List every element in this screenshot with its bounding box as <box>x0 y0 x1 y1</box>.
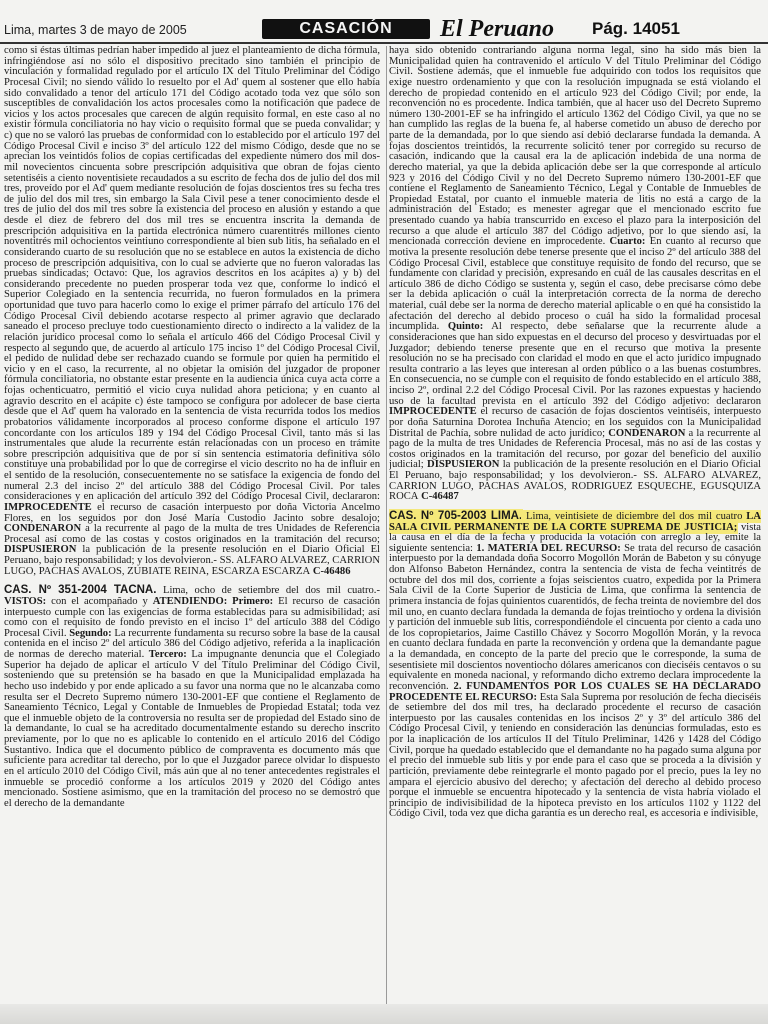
ruling-keyword: Segundo: <box>69 627 112 639</box>
case-code: C-46486 <box>310 565 351 577</box>
ruling-keyword: DISPUSIERON <box>427 459 500 471</box>
ruling-keyword: CONDENARON <box>4 523 82 535</box>
body-text: vista la causa en el día de la fecha y producida la votación con arreglo a ley, emite la siguiente sentencia: <box>389 521 761 554</box>
ruling-keyword: Cuarto: <box>609 236 646 248</box>
left-column <box>4 46 380 1004</box>
body-text: haya sido obtenido contrariando alguna norma legal, sino ha sido más bien la Municipalidad quien ha contravenido el artículo V del Título Preliminar del Código Civil. Sostiene además, que el inmueble fue adquirido con todos los requisitos que exige nuestro ordenamiento y que con la resolución impugnada se está violando el derecho de propiedad contenido en el artículo 923 del Código Civil; por ende, la reconvención no es procedente. Indica también, que al hacer uso del Decreto Supremo número 130-2001-EF se ha infringido el artículo 1362 del Código Civil, ya que no se han cumplido las reglas de la buena fe, al haberse cometido un abuso de derecho por parte de la demandada, por lo que siendo así debió declararse fundada la demanda. A fojas doscientos treintidós, la recurrente solicitó tener por corregido su recurso de casación, indicando que la causal era la de aplicación indebida de una norma de derecho material, ya que la debida aplicación debe ser la que corresponde al artículo 923 y 2016 del Código Civil y no del Decreto Supremo número 130-2001-EF que contiene el Reglamento de Saneamiento Técnico, Legal y Contable de Inmuebles de Propiedad Estatal, por cuanto el inmueble materia de litis no está a cargo de la administración del Estado; es menester agregar que el mencionado escrito fue presentado cuando ya había transcurrido en exceso el plazo para la interposición del recurso a que alude el artículo 387 del Código adjetivo, por lo que siendo así, la mencionada corrección deviene en improcedente. <box>389 46 761 248</box>
body-text: a la recurrente al pago de la multa de tres Unidades de Referencia Procesal así como de las costas y costos originados en la tramitación del recurso; <box>4 523 380 545</box>
body-text: Se trata del recurso de casación interpuesto por la demandada doña Socorro Mogollón Morán de Babeton y su cónyuge don Alfonso Babeton Hernández, contra la sentencia de vista de fecha veintitrés de octubre del dos mil dos, corriente a fojas seiscientos cuatro, expedida por la Primera Sala Civil de la Corte Superior de Justicia de Lima, que confirma la sentencia de primera instancia de fojas quinientos cuarentidós, de fecha treinta de noviembre del dos mil uno, en cuanto declara fundada la demanda de fojas treintiocho y ordena la división y partición del inmueble sub litis, correspondiéndole el cincuenta por ciento a cada uno de los copropietarios, Jaime Castillo Chávez y Socorro Mogollón Morán, y la revoca en cuanto declara fundada en parte la reconvención y ordena que la demandante pague a la demandada, en concepto de la parte del precio que le corresponde, la suma de sesentisiete mil doscientos noventiocho dólares americanos con dieciséis centavos o su equivalente en moneda nacional, y reformando dicho extremo declara improcedente la reconvención. <box>389 542 761 692</box>
ruling-keyword: VISTOS: <box>4 595 47 607</box>
case-continuation-paragraph <box>4 46 380 577</box>
ruling-keyword: 2. FUNDAMENTOS POR LOS CUALES SE HA DECLARADO PROCEDENTE EL RECURSO: <box>389 680 761 703</box>
right-column <box>389 46 761 1004</box>
ruling-keyword: ATENDIENDO: Primero: <box>152 595 274 607</box>
court-name: LA SALA CIVIL PERMANENTE DE LA CORTE SUPREMA DE JUSTICIA; <box>389 510 761 533</box>
ruling-keyword: IMPROCEDENTE <box>389 406 477 418</box>
body-text: la publicación de la presente resolución en el Diario Oficial El Peruano, bajo responsabilidad; y los devolvieron.- SS. ALFARO ALVAREZ, CARRION LUGO, PACHAS AVALOS, ZUBIATE REINA, ESCARZA ESCARZA <box>4 544 380 577</box>
body-text: el recurso de casación de fojas doscientos veintiséis, interpuesto por doña Saturnina Dorotea Inchuña Atencio; en los seguidos con la Municipalidad Distrital de Pachía, sobre nulidad de acto jurídico; <box>389 406 761 439</box>
column-divider <box>386 46 387 1004</box>
header-rule <box>0 42 768 44</box>
page-number: Pág. 14051 <box>592 19 680 38</box>
ruling-keyword: CONDENARON <box>608 427 686 439</box>
ruling-keyword: DISPUSIERON <box>4 544 77 556</box>
ruling-keyword: IMPROCEDENTE <box>4 501 92 513</box>
case-heading: CAS. Nº 705-2003 LIMA. <box>389 509 523 522</box>
body-text: En cuanto al recurso que motiva la presente resolución debe tenerse presente que el inciso 2º del artículo 388 del Código Procesal Civil, establece que constituye requisito de fondo del recurso, que se fundamente con claridad y precisión, expresando en cuál de las causales descritas en el artículo 386 de dicho Código se sustenta y, según el caso, debe precisarse cómo debe ser la debida aplicación o cuál la interpretación correcta de la norma de derecho material, cuál debe ser la norma de derecho material aplicable o en qué ha consistido la afectación del derecho al debido proceso o cuál ha sido la formalidad procesal incumplida. <box>389 236 761 333</box>
newspaper-logo: El Peruano <box>440 16 555 42</box>
case-heading: CAS. Nº 351-2004 TACNA. <box>4 584 157 597</box>
case-351-2004-paragraph <box>4 585 380 809</box>
case-continuation-paragraph <box>389 46 761 503</box>
body-text: Al respecto, debe señalarse que la recurrente alude a consideraciones que han sido expuestas en el decurso del proceso y desvirtuadas por el Juzgador; debiendo tenerse presente que en el recurso que motiva la presente resolución no se ha precisado con claridad el modo en que el acto jurídico impugnado resulta contrario a las leyes que interesan al orden público o a las buenas costumbres. En consecuencia, no se cumple con el requisito de fondo establecido en el artículo 388, inciso 2º, ordinal 2.2 del Código Procesal Civil. Por las razones expuestas y haciendo uso de la facultad prevista en el artículo 392 del Código adjetivo: declararon <box>389 321 761 407</box>
ruling-keyword: Tercero: <box>148 649 187 660</box>
body-text: La impugnante denuncia que el Colegiado Superior ha dejado de aplicar el artículo V del Título Preliminar del Código Civil, sosteniendo que su pretensión se ha basado en que la Municipalidad emplazada ha hecho uso indebido y por ende aplicado a su favor una norma que no le alcanzaba como resulta ser el Decreto Supremo número 130-2001-EF que contiene el Reglamento de Saneamiento Técnico, Legal y Contable de Inmuebles de Propiedad Estatal; toda vez que el inmueble objeto de la controversia no resulta ser de propiedad del Estado sino de la demandante, lo cual se ha acreditado documentalmente estando su derecho inscrito previamente, por lo que no es aplicable lo contenido en el artículo 2016 del Código Sustantivo. Indica que el documento público de compraventa es documento más que suficiente para acreditar tal derecho, por lo que el Juzgador parece olvidar lo dispuesto en el artículo 2010 del Código Civil, más aún que al no tener antecedentes registrales el inmueble se procedió conforme a los artículos 2019 y 2020 del Código antes mencionado. Sostiene asimismo, que en la tramitación del proceso no se demostró que el derecho de la demandante <box>4 649 380 809</box>
case-705-2003-paragraph <box>389 511 761 820</box>
page-header <box>0 18 768 44</box>
scan-edge <box>0 1004 768 1024</box>
body-text: el recurso de casación interpuesto por doña Victoria Ancelmo Flores, en los seguidos por don José María Custodio Jacinto sobre desalojo; <box>4 501 380 524</box>
highlighted-text: Lima, veintisiete de diciembre del dos mil cuatro <box>522 510 747 522</box>
case-code: C-46487 <box>418 491 459 503</box>
body-text: como si éstas últimas pedrían haber impedido al juez el planteamiento de dicha fórmula, infringiéndose así no sólo el dispositivo precitado sino también el principio de vinculación y formalidad regulado por el artículo IX del Título Preliminar del Código Procesal Civil; no siendo válido lo resuelto por el Ad' quem al sostener que ello había sido convalidado a tenor del artículo 171 del Código acotado toda vez que sólo son susceptibles de convalidación los actos procesales como la notificación que padece de vicios y los actos procesales que carecen de algún requisito formal, en este caso al no existir fórmula conciliatoria no hay vicio o requisito formal que se pueda convalidar; y c) que no se valoró las pruebas de conformidad con lo establecido por el artículo 197 del Código Procesal Civil e inciso 3º del artículo 122 del mismo Código, desde que no se aprecian los veintidós folios de copias certificadas del expediente número dos mil dos-mil novecientos cincuenta sobre prescripción adquisitiva que obran de fojas ciento setentiséis a ciento noventisiete recaudados a su escrito de fecha dos de julio del dos mil tres, proveído por el Ad' quem mediante resolución de fojas doscientos tres su fecha tres de julio del dos mil tres, sin embargo la Sala Civil pese a tener conocimiento desde el tres de julio del dos mil tres sobre la existencia del proceso en alusión y estando a que desde el diez de febrero del dos mil tres se encuentra inscrita la demanda de prescripción adquisitiva en la partida electrónica número cuarentitrés millones ciento noventitrés mil ochocientos veintiuno correspondiente al bien sub litis, ha señalado en el considerando cuarto de su resolución que no se establece en autos la existencia de dicho proceso de prescripción adquisitiva, con lo cual se advierte que no fueron valoradas las pruebas sindicadas; Octavo: Que, los agravios descritos en los acápites a) y b) del considerando precedente no pueden prosperar toda vez que, conforme lo indicó el Superior Colegiado en la sentencia recurrida, no fueron formulados en la primera oportunidad que tuvo para hacerlo como lo exige el primer párrafo del artículo 176 del Código Procesal Civil debiendo acotarse respecto al primer agravio que declarado saneado el proceso precluye todo cuestionamiento directo o indirecto a la validez de la relación jurídico procesal como lo señala el artículo 466 del Código Procesal Civil y respecto al segundo que, de acuerdo al artículo 175 inciso 1º del Código Procesal Civil, el pedido de nulidad debe ser rechazado cuando se formule por quien ha permitido el vicio y en el caso, la recurrente, al no objetar la omisión del juzgador de proponer fórmula conciliatoria, no obstante estar presente en la audiencia única cuya acta corre a fojas ochenticuatro, permitió el vicio cuya nulidad ahora peticiona; y en cuanto al agravio descrito en el acápite c) éste tampoco se configura por adolecer de base cierta desde que el Ad' quem ha valorado en la sentencia de vista recurrida todos los medios probatorios válidamente incorporados al proceso conforme dispone el artículo 197 concordante con los artículos 189 y 194 del Código Procesal Civil, tanto más si las instrumentales que alude la recurrente están relacionadas con un proceso en trámite sobre prescripción adquisitiva que de por sí sin sentencia estimatoria definitiva sólo constituye una probabilidad por lo que de corregirse el vicio descrito no ha de influir en el sentido de la resolución, consecuentemente no se satisface la exigencia de fondo del numeral 2.3 del inciso 2º del artículo 388 del Código Procesal Civil. Por tales consideraciones y en aplicación del artículo 392 del Código Procesal Civil, declararon: <box>4 46 380 503</box>
ruling-keyword: 1. MATERIA DEL RECURSO: <box>476 542 621 554</box>
section-banner: CASACIÓN <box>262 19 430 39</box>
issue-date: Lima, martes 3 de mayo de 2005 <box>4 23 187 37</box>
body-text: con el acompañado y <box>46 595 153 607</box>
body-text: La recurrente fundamenta su recurso sobre la base de la causal contenida en el inciso 2º del artículo 386 del Código adjetivo, referida a la inaplicación de normas de derecho material. <box>4 627 380 660</box>
body-text: Esta Sala Suprema por resolución de fecha dieciséis de setiembre del dos mil tres, ha declarado procedente el recurso de casación interpuesto por las causales contenidas en los incisos 2º y 3º del artículo 386 del Código Procesal Civil, y teniendo en consideración las denuncias formuladas, esto es por la inaplicación de los artículos II del Título Preliminar, 1426 y 1428 del Código Civil, porque ha quedado establecido que el demandante no ha pagado suma alguna por el precio del inmueble sub litis y por ende para el caso que se proceda a la división y partición, previamente debe reintegrarle el monto pagado por el precio, pues la ley no ampara el ejercicio abusivo del derecho; y afectación del derecho al debido proceso porque el inmueble se encuentra hipotecado y la sentencia de vista habría violado el principio de indivisibilidad de la hipoteca previsto en los artículos 1102 y 1122 del Código Civil, toda vez que dicha garantía es un derecho real, es accesoria e indivisible, <box>389 691 761 820</box>
body-text: la publicación de la presente resolución en el Diario Oficial El Peruano, bajo responsabilidad; y los devolvieron.- SS. ALFARO ALVAREZ, CARRION LUGO, PACHAS AVALOS, RODRIGUEZ ESQUECHE, EGUSQUIZA ROCA <box>389 459 761 503</box>
body-text: Lima, ocho de setiembre del dos mil cuatro.- <box>156 585 380 597</box>
ruling-keyword: Quinto: <box>447 321 484 333</box>
body-text: El recurso de casación interpuesto cumple con las exigencias de forma establecidas para su admisibilidad; así como con el requisito de fondo previsto en el inciso 1º del artículo 388 del Código Procesal Civil. <box>4 595 380 639</box>
body-text: a la recurrente al pago de la multa de tres Unidades de Referencia Procesal, más no así de las costas y costos originados en la tramitación del recurso, por gozar del beneficio del auxilio judicial; <box>389 427 761 471</box>
